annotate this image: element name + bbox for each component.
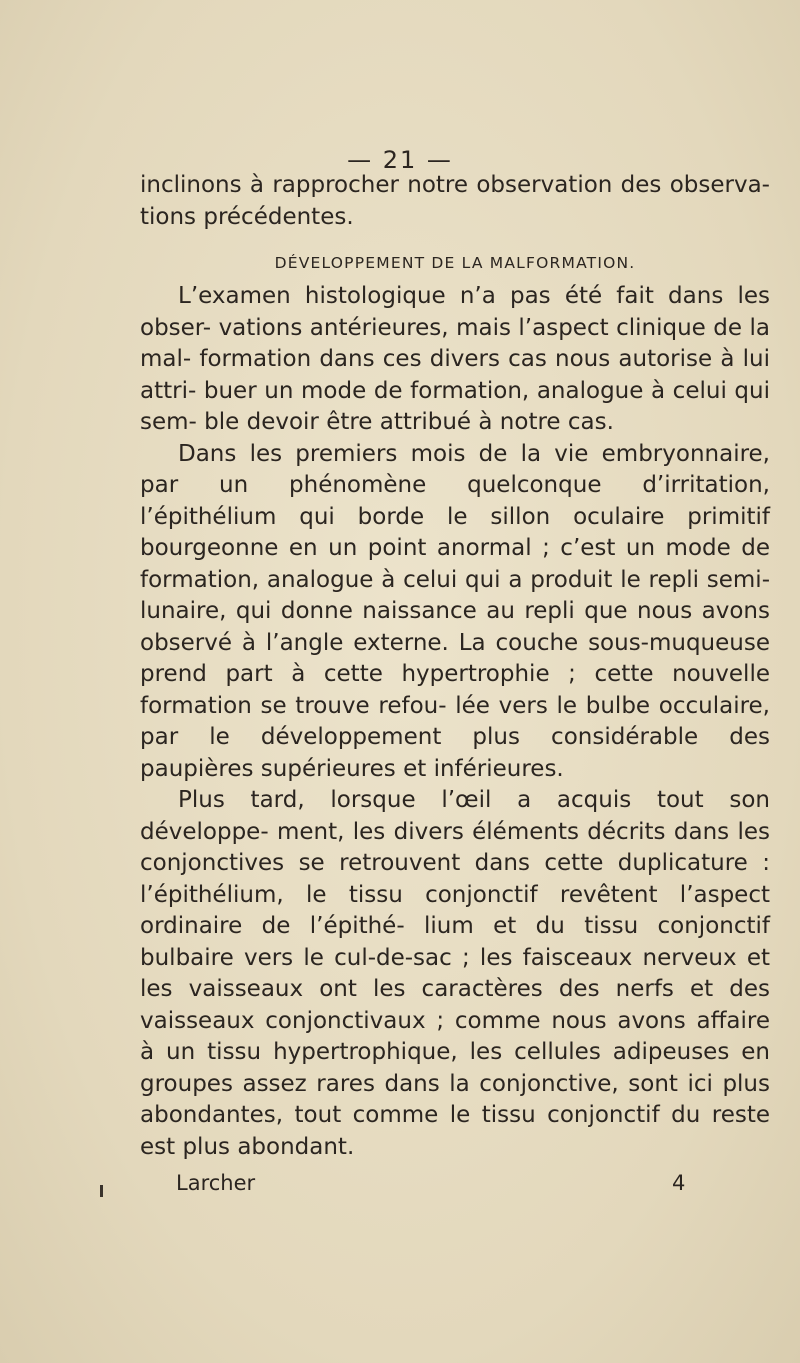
author-signature: Larcher [176,1171,256,1195]
page-footer [140,1171,770,1203]
ink-speck [100,1185,103,1197]
signature-mark: 4 [672,1171,686,1195]
section-heading: DÉVELOPPEMENT DE LA MALFORMATION. [274,254,636,272]
paragraph: Plus tard, lorsque l’œil a acquis tout son développe- ment, les divers éléments décrits dans les conjonctives se retrouvent dans cette duplicature : l’épithélium, le tissu conjonctif revêtent l’aspect ordinaire de l’épithé- lium et du tissu conjonctif bulbaire vers le cul-de-sac ; les faisceaux nerveux et les vaisseaux ont les caractères des nerfs et des vaisseaux conjonctivaux ; comme nous avons affaire à un tissu hypertrophique, les cellules adipeuses en groupes assez rares dans la conjonctive, sont ici plus abondantes, tout comme le tissu conjonctif du reste est plus abondant. [140,787,770,1160]
paragraph: L’examen histologique n’a pas été fait dans les obser- vations antérieures, mais l’aspect clinique de la mal- formation dans ces divers cas nous autorise à lui attri- buer un mode de formation, analogue à celui qui sem- ble devoir être attribué à notre cas. [140,283,770,435]
page-body [140,170,770,1203]
paragraph: Dans les premiers mois de la vie embryonnaire, par un phénomène quelconque d’irritation, l’épithélium qui borde le sillon oculaire primitif bourgeonne en un point anormal ; c’est un mode de formation, analogue à celui qui a produit le repli semi-lunaire, qui donne naissance au repli que nous avons observé à l’angle externe. La couche sous-muqueuse prend part à cette hypertrophie ; cette nouvelle formation se trouve refou- lée vers le bulbe occulaire, par le développement plus considérable des paupières supérieures et inférieures. [140,440,770,782]
page-number: — 21 — [347,146,453,174]
opening-paragraph: inclinons à rapprocher notre observation des observa- tions précédentes. [140,172,770,230]
